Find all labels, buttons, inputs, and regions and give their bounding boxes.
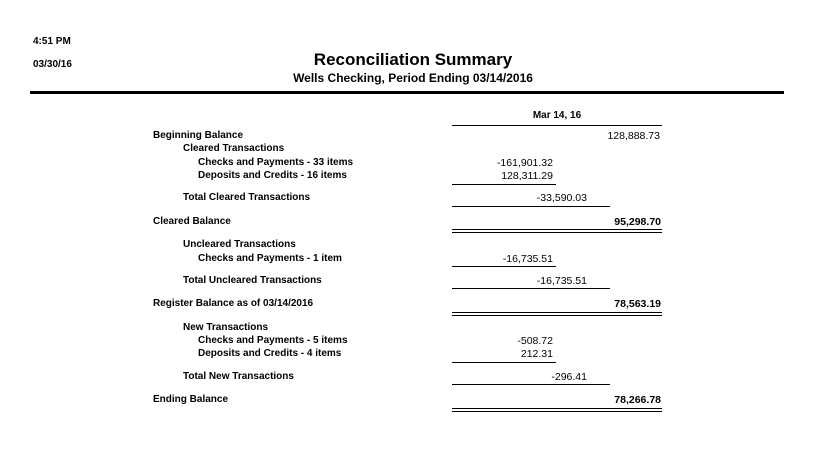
uncleared-checks-label: Checks and Payments - 1 item bbox=[198, 253, 342, 264]
new-deposits-value: 212.31 bbox=[520, 348, 553, 360]
total-cleared-rule bbox=[452, 206, 610, 207]
total-uncleared-rule bbox=[452, 288, 610, 289]
new-subtotal-rule bbox=[452, 362, 556, 363]
total-new-value: -296.41 bbox=[551, 371, 587, 383]
cleared-balance-rule-2 bbox=[452, 232, 662, 233]
total-new-rule bbox=[452, 384, 610, 385]
column-header-date: Mar 14, 16 bbox=[532, 110, 582, 121]
uncleared-checks-value: -16,735.51 bbox=[502, 253, 553, 265]
beginning-balance-label: Beginning Balance bbox=[153, 130, 244, 141]
uncleared-subtotal-rule bbox=[452, 266, 556, 267]
ending-balance-rule-1 bbox=[452, 408, 662, 409]
cleared-transactions-heading: Cleared Transactions bbox=[183, 143, 285, 154]
ending-balance-rule-2 bbox=[452, 411, 662, 412]
total-uncleared-value: -16,735.51 bbox=[536, 275, 587, 287]
register-balance-rule-2 bbox=[452, 315, 662, 316]
ending-balance-value: 78,266.78 bbox=[614, 394, 661, 406]
column-header-underline bbox=[452, 125, 662, 126]
report-date: 03/30/16 bbox=[33, 59, 72, 70]
beginning-balance-value: 128,888.73 bbox=[607, 130, 660, 142]
new-checks-label: Checks and Payments - 5 items bbox=[198, 335, 348, 346]
register-balance-rule-1 bbox=[452, 312, 662, 313]
cleared-balance-label: Cleared Balance bbox=[153, 216, 231, 227]
register-balance-value: 78,563.19 bbox=[614, 298, 661, 310]
report-time: 4:51 PM bbox=[33, 36, 71, 47]
cleared-checks-label: Checks and Payments - 33 items bbox=[198, 157, 354, 168]
total-uncleared-label: Total Uncleared Transactions bbox=[183, 275, 322, 286]
total-cleared-value: -33,590.03 bbox=[536, 192, 587, 204]
cleared-deposits-value: 128,311.29 bbox=[501, 170, 553, 182]
report-subtitle: Wells Checking, Period Ending 03/14/2016 bbox=[293, 71, 533, 85]
new-deposits-label: Deposits and Credits - 4 items bbox=[198, 348, 342, 359]
new-checks-value: -508.72 bbox=[517, 335, 553, 347]
cleared-deposits-label: Deposits and Credits - 16 items bbox=[198, 170, 347, 181]
header-divider bbox=[30, 91, 784, 94]
cleared-checks-value: -161,901.32 bbox=[496, 157, 553, 169]
cleared-subtotal-rule bbox=[452, 184, 556, 185]
cleared-balance-value: 95,298.70 bbox=[614, 216, 661, 228]
uncleared-transactions-heading: Uncleared Transactions bbox=[183, 239, 296, 250]
report-title: Reconciliation Summary bbox=[313, 50, 513, 69]
new-transactions-heading: New Transactions bbox=[183, 322, 269, 333]
cleared-balance-rule-1 bbox=[452, 229, 662, 230]
total-new-label: Total New Transactions bbox=[183, 371, 294, 382]
register-balance-label: Register Balance as of 03/14/2016 bbox=[153, 298, 314, 309]
total-cleared-label: Total Cleared Transactions bbox=[183, 192, 311, 203]
ending-balance-label: Ending Balance bbox=[153, 394, 229, 405]
